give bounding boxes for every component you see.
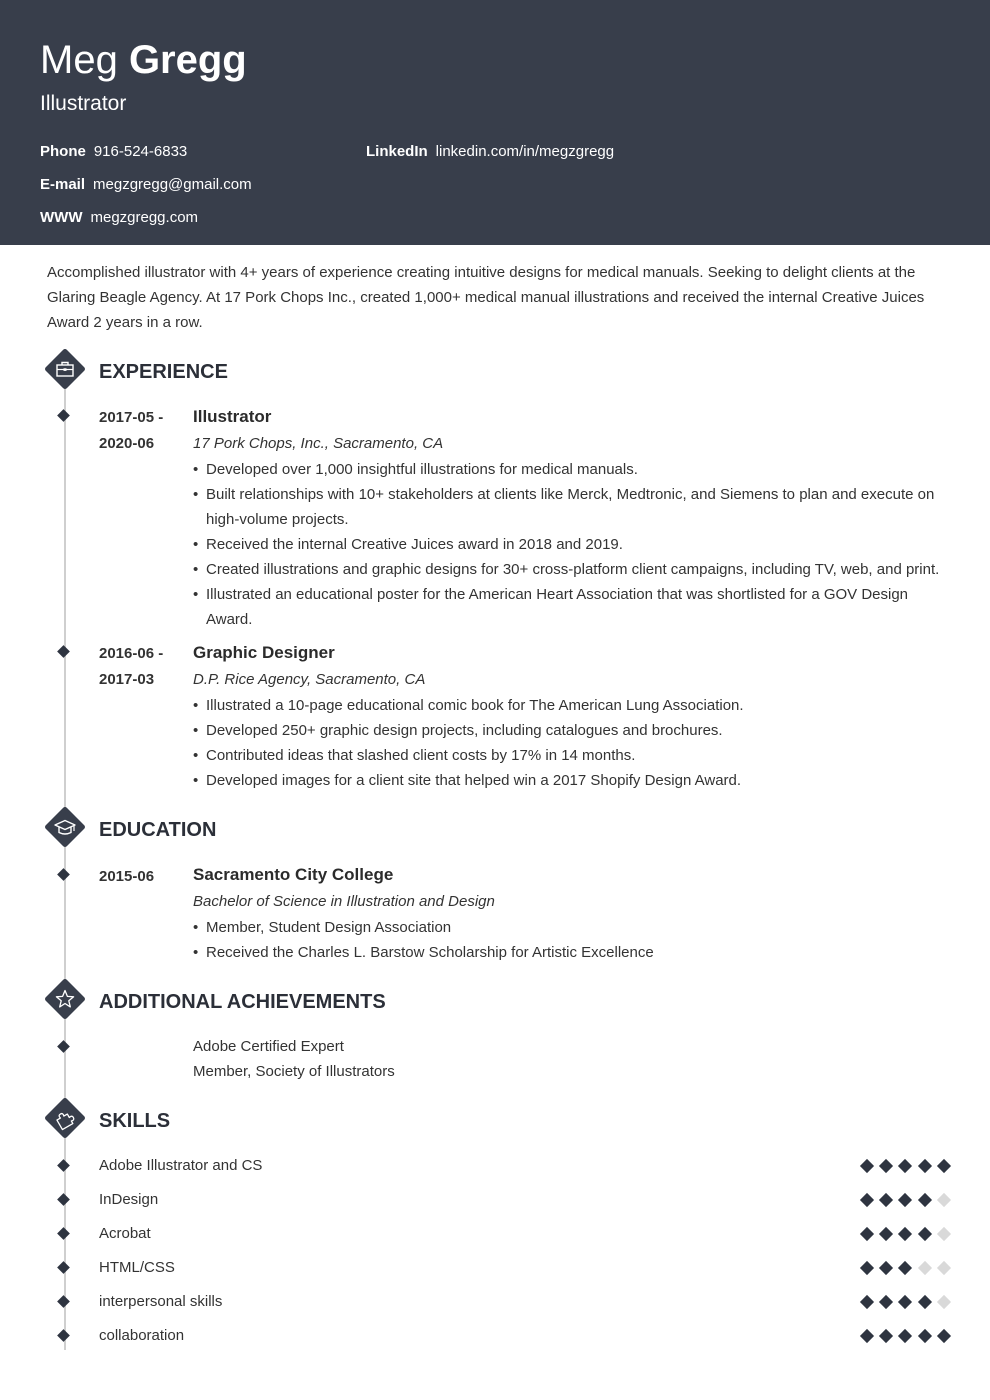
list-item: Adobe Certified Expert — [193, 1038, 344, 1055]
rating-diamond-filled — [860, 1295, 874, 1309]
contact-email-label: E-mail — [40, 176, 86, 193]
list-item: • Received the internal Creative Juices award in 2018 and 2019. — [193, 532, 953, 557]
timeline-marker — [57, 645, 70, 658]
contact-linkedin-label: LinkedIn — [366, 143, 428, 160]
experience-1-bullets — [193, 457, 953, 632]
experience-heading: EXPERIENCE — [99, 361, 228, 383]
experience-1-title: Illustrator — [193, 407, 272, 426]
rating-diamond-filled — [879, 1193, 893, 1207]
achievements-list — [193, 1034, 395, 1084]
graduation-cap-icon — [44, 806, 86, 848]
skill-name: Adobe Illustrator and CS — [99, 1157, 263, 1174]
last-name: Gregg — [128, 38, 247, 82]
timeline-marker — [57, 1261, 70, 1274]
first-name: Meg — [40, 38, 118, 82]
skill-row — [0, 1222, 990, 1246]
rating-diamond-empty — [918, 1261, 932, 1275]
education-1-bullets — [193, 915, 953, 965]
contact-linkedin — [366, 142, 614, 162]
rating-diamond-empty — [937, 1227, 951, 1241]
rating-diamond-filled — [860, 1261, 874, 1275]
skill-rating — [856, 1257, 956, 1279]
skill-row — [0, 1290, 990, 1314]
list-item: • Developed 250+ graphic design projects, including catalogues and brochures. — [193, 718, 953, 743]
education-1-degree: Bachelor of Science in Illustration and Design — [193, 893, 495, 910]
rating-diamond-filled — [879, 1227, 893, 1241]
rating-diamond-filled — [898, 1193, 912, 1207]
contact-www-label: WWW — [40, 209, 83, 226]
skill-row — [0, 1256, 990, 1280]
timeline-marker — [57, 1159, 70, 1172]
timeline-marker — [57, 1227, 70, 1240]
skill-row — [0, 1188, 990, 1212]
rating-diamond-empty — [937, 1295, 951, 1309]
skill-name: interpersonal skills — [99, 1293, 223, 1310]
rating-diamond-filled — [898, 1227, 912, 1241]
skill-name: InDesign — [99, 1191, 159, 1208]
timeline-marker — [57, 1040, 70, 1053]
education-1-school: Sacramento City College — [193, 865, 394, 884]
list-item: • Developed images for a client site that helped win a 2017 Shopify Design Award. — [193, 768, 953, 793]
experience-2-bullets — [193, 693, 953, 793]
list-item: • Member, Student Design Association — [193, 915, 953, 940]
experience-2-date-start: 2016-06 - — [99, 645, 164, 662]
briefcase-icon — [44, 348, 86, 390]
rating-diamond-filled — [898, 1261, 912, 1275]
timeline-marker — [57, 868, 70, 881]
skill-rating — [856, 1291, 956, 1313]
contact-email — [40, 175, 252, 195]
skills-heading: SKILLS — [99, 1110, 171, 1132]
contact-phone-label: Phone — [40, 143, 86, 160]
rating-diamond-filled — [860, 1159, 874, 1173]
summary: Accomplished illustrator with 4+ years of experience creating intuitive designs for medical manuals. Seeking to delight clients at the Glaring Beagle Agency. At 17 Pork Chops Inc., created 1,000+ medical manual illustrations and received the internal Creative Juices Award 2 years in a row. — [47, 264, 925, 331]
timeline-marker — [57, 1329, 70, 1342]
contact-www — [40, 208, 198, 228]
skill-name: HTML/CSS — [99, 1259, 175, 1276]
rating-diamond-filled — [918, 1227, 932, 1241]
experience-2-date-end: 2017-03 — [99, 671, 155, 688]
experience-2-company: D.P. Rice Agency, Sacramento, CA — [193, 671, 426, 688]
rating-diamond-filled — [898, 1295, 912, 1309]
contact-linkedin-value[interactable]: linkedin.com/in/megzgregg — [435, 143, 615, 160]
list-item: • Created illustrations and graphic designs for 30+ cross-platform client campaigns, including TV, web, and print. — [193, 557, 953, 582]
contact-phone-value[interactable]: 916-524-6833 — [93, 143, 188, 160]
rating-diamond-filled — [879, 1261, 893, 1275]
rating-diamond-filled — [918, 1329, 932, 1343]
timeline-marker — [57, 1193, 70, 1206]
rating-diamond-filled — [937, 1159, 951, 1173]
list-item: Member, Society of Illustrators — [193, 1063, 395, 1080]
skill-name: Acrobat — [99, 1225, 151, 1242]
timeline-marker — [57, 1295, 70, 1308]
skill-rating — [856, 1189, 956, 1211]
rating-diamond-filled — [937, 1329, 951, 1343]
rating-diamond-filled — [860, 1227, 874, 1241]
education-heading: EDUCATION — [99, 819, 217, 841]
rating-diamond-filled — [918, 1159, 932, 1173]
list-item: • Illustrated an educational poster for the American Heart Association that was shortlisted for a GOV Design Award. — [193, 582, 953, 632]
experience-2-title: Graphic Designer — [193, 643, 335, 662]
rating-diamond-empty — [937, 1261, 951, 1275]
rating-diamond-filled — [879, 1329, 893, 1343]
list-item: • Contributed ideas that slashed client costs by 17% in 14 months. — [193, 743, 953, 768]
list-item: • Illustrated a 10-page educational comic book for The American Lung Association. — [193, 693, 953, 718]
education-1-date: 2015-06 — [99, 868, 155, 885]
star-icon — [44, 978, 86, 1020]
job-title: Illustrator — [40, 92, 127, 115]
rating-diamond-filled — [879, 1159, 893, 1173]
skill-rating — [856, 1325, 956, 1347]
rating-diamond-filled — [898, 1329, 912, 1343]
rating-diamond-empty — [937, 1193, 951, 1207]
achievements-heading: ADDITIONAL ACHIEVEMENTS — [99, 991, 386, 1013]
puzzle-icon — [44, 1097, 86, 1139]
list-item: • Received the Charles L. Barstow Scholarship for Artistic Excellence — [193, 940, 953, 965]
contact-www-value[interactable]: megzgregg.com — [90, 209, 199, 226]
contact-phone — [40, 142, 187, 162]
skill-rating — [856, 1223, 956, 1245]
experience-1-date-end: 2020-06 — [99, 435, 155, 452]
experience-1-date-start: 2017-05 - — [99, 409, 164, 426]
rating-diamond-filled — [860, 1329, 874, 1343]
list-item: • Built relationships with 10+ stakeholders at clients like Merck, Medtronic, and Siemens to plan and execute on high-volume projects. — [193, 482, 953, 532]
rating-diamond-filled — [898, 1159, 912, 1173]
resume-header — [0, 0, 990, 245]
rating-diamond-filled — [918, 1295, 932, 1309]
full-name — [40, 36, 247, 84]
list-item: • Developed over 1,000 insightful illustrations for medical manuals. — [193, 457, 953, 482]
rating-diamond-filled — [879, 1295, 893, 1309]
contact-email-value[interactable]: megzgregg@gmail.com — [93, 176, 252, 193]
skill-name: collaboration — [99, 1327, 185, 1344]
skill-row — [0, 1154, 990, 1178]
skill-row — [0, 1324, 990, 1348]
skill-rating — [856, 1155, 956, 1177]
rating-diamond-filled — [860, 1193, 874, 1207]
timeline-marker — [57, 409, 70, 422]
experience-1-company: 17 Pork Chops, Inc., Sacramento, CA — [193, 435, 444, 452]
rating-diamond-filled — [918, 1193, 932, 1207]
